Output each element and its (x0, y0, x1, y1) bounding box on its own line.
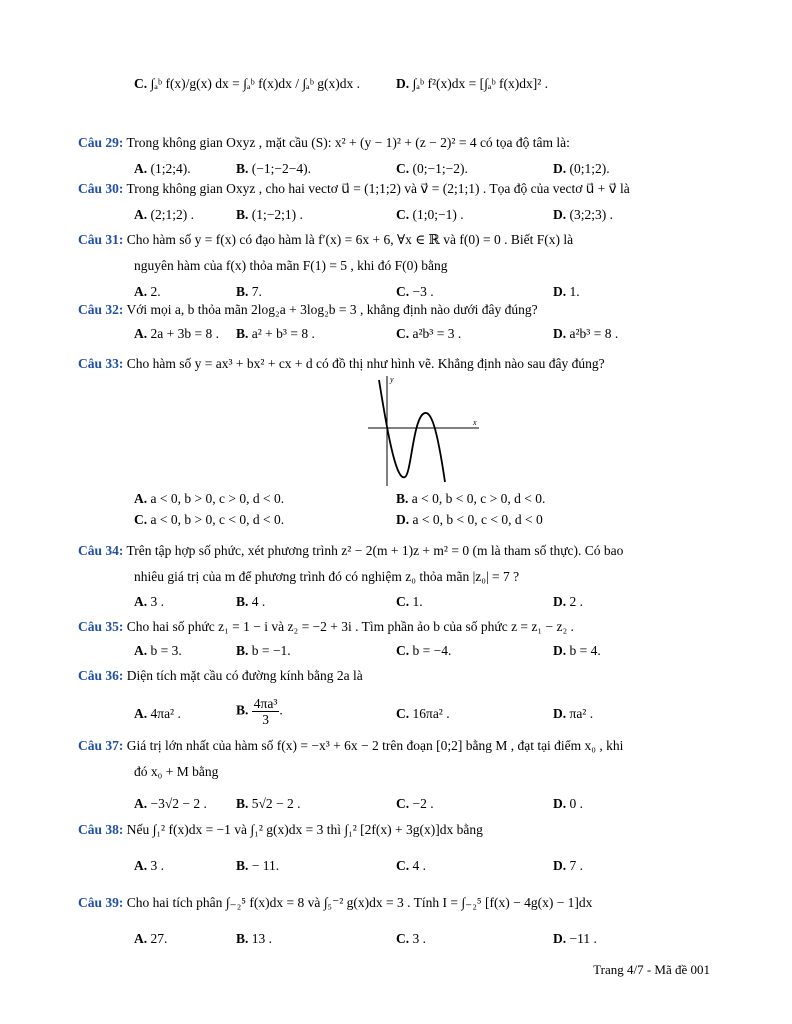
q31-option-d: D. 1. (553, 284, 580, 299)
q29-options (78, 159, 722, 179)
q36-option-b-fraction: $\frac{\text{4πa³}}{3}$ (253, 696, 278, 727)
q37-option-a: A. −3√2 − 2 . (134, 796, 207, 811)
q31-option-b: B. 7. (236, 284, 262, 299)
q34-option-b: B. 4 . (236, 594, 266, 609)
q35-option-a: A. b = 3. (134, 643, 182, 658)
q39-option-c: C. 3 . (396, 931, 426, 946)
q36-option-b: B. $\frac{\text{4πa³}}{3}$ . (236, 696, 283, 727)
q33-option-b: B. a < 0, b < 0, c > 0, d < 0. (396, 491, 546, 506)
question-29: Câu 29: Trong không gian Oxyz , mặt cầu (S): x² + (y − 1)² + (z − 2)² = 4 có tọa độ tâm là: A. (1;2;4). B. (−1;−2−4). C. (0;−1;−2). D. (0;1;2). (78, 133, 722, 153)
q34-option-d: D. 2 . (553, 594, 583, 609)
q30-option-a: A. (2;1;2) . (134, 207, 194, 222)
q36-options (78, 696, 722, 732)
q28-row-cd (78, 74, 722, 94)
q37-option-b: B. 5√2 − 2 . (236, 796, 301, 811)
q30-options (78, 205, 722, 225)
q36-option-d: D. πa² . (553, 706, 594, 721)
question-31: Câu 31: Cho hàm số y = f(x) có đạo hàm là f′(x) = 6x + 6, ∀x ∈ ℝ và f(0) = 0 . Biết F(x) là nguyên hàm của f(x) thỏa mãn F(1) = 5 , khi đó F(0) bằng A. 2. B. 7. C. −3 . D. 1. (78, 230, 722, 250)
q33-option-d: D. a < 0, b < 0, c < 0, d < 0 (396, 512, 543, 527)
question-30: Câu 30: Trong không gian Oxyz , cho hai vectơ u⃗ = (1;1;2) và v⃗ = (2;1;1) . Tọa độ của vectơ u⃗ + v⃗ là A. (2;1;2) . B. (1;−2;1) . C. (1;0;−1) . D. (3;2;3) . (78, 179, 722, 199)
q37-option-c: C. −2 . (396, 796, 434, 811)
q38-option-a: A. 3 . (134, 858, 164, 873)
q35-options (78, 641, 722, 661)
q39-option-b: B. 13 . (236, 931, 273, 946)
q33-options-row2 (78, 510, 722, 530)
q30-option-d: D. (3;2;3) . (553, 207, 613, 222)
page-footer: Trang 4/7 - Mã đề 001 (593, 962, 710, 977)
q36-option-a: A. 4πa² . (134, 706, 181, 721)
q39-options (78, 929, 722, 949)
q33-cubic-graph (365, 372, 485, 488)
q39-option-d: D. −11 . (553, 931, 597, 946)
q34-line2: nhiêu giá trị của m để phương trình đó có nghiệm z₀ thỏa mãn |z₀| = 7 ? (134, 569, 520, 584)
q33-option-a: A. a < 0, b > 0, c > 0, d < 0. (134, 491, 285, 506)
q32-option-d: D. a²b³ = 8 . (553, 326, 619, 341)
q30-option-b: B. (1;−2;1) . (236, 207, 303, 222)
question-33: Câu 33: Cho hàm số y = ax³ + bx² + cx + d có đồ thị như hình vẽ. Khẳng định nào sau đây đúng? (78, 356, 605, 371)
question-32: Câu 32: Với mọi a, b thỏa mãn 2log₂a + 3log₂b = 3 , khẳng định nào dưới đây đúng? A. 2a + 3b = 8 . B. a² + b³ = 8 . C. a²b³ = 3 . D. a²b³ = 8 . (78, 300, 722, 320)
q34-options (78, 592, 722, 612)
q35-option-b: B. b = −1. (236, 643, 291, 658)
q29-option-c: C. (0;−1;−2). (396, 161, 468, 176)
cubic-curve (379, 380, 445, 482)
q31-options (78, 282, 722, 302)
q29-option-b: B. (−1;−2−4). (236, 161, 311, 176)
q38-options (78, 856, 722, 876)
q37-option-d: D. 0 . (553, 796, 583, 811)
q35-option-d: D. b = 4. (553, 643, 601, 658)
question-34: Câu 34: Trên tập hợp số phức, xét phương trình z² − 2(m + 1)z + m² = 0 (m là tham số thực). Có bao nhiêu giá trị của m để phương trình đó có nghiệm z₀ thỏa mãn |z₀| = 7 ? A. 3 . B. 4 . C. 1. D. 2 . (78, 541, 722, 561)
y-axis-label: y (390, 375, 394, 384)
question-38: Câu 38: Nếu ∫₁² f(x)dx = −1 và ∫₁² g(x)dx = 3 thì ∫₁² [2f(x) + 3g(x)]dx bằng A. 3 . B. − 11. C. 4 . D. 7 . (78, 820, 722, 840)
q37-line2: đó x₀ + M bằng (134, 764, 219, 779)
question-39: Câu 39: Cho hai tích phân ∫₋₂⁵ f(x)dx = 8 và ∫₅⁻² g(x)dx = 3 . Tính I = ∫₋₂⁵ [f(x) − 4g(x) − 1]dx A. 27. B. 13 . C. 3 . D. −11 . (78, 893, 722, 913)
q32-option-a: A. 2a + 3b = 8 . (134, 326, 219, 341)
q39-option-a: A. 27. (134, 931, 168, 946)
q35-option-c: C. b = −4. (396, 643, 452, 658)
q37-options (78, 794, 722, 814)
q33-options-row1 (78, 489, 722, 509)
q28-option-d: D. ∫ₐᵇ f²(x)dx = [∫ₐᵇ f(x)dx]² . (396, 76, 549, 91)
q29-option-d: D. (0;1;2). (553, 161, 610, 176)
q38-option-b: B. − 11. (236, 858, 280, 873)
q34-option-c: C. 1. (396, 594, 423, 609)
q34-option-a: A. 3 . (134, 594, 164, 609)
q31-option-a: A. 2. (134, 284, 161, 299)
question-35: Câu 35: Cho hai số phức z₁ = 1 − i và z₂ = −2 + 3i . Tìm phần ảo b của số phức z = z₁ − z₂ . A. b = 3. B. b = −1. C. b = −4. D. b = 4. (78, 617, 722, 637)
q36-option-c: C. 16πa² . (396, 706, 450, 721)
q29-option-a: A. (1;2;4). (134, 161, 191, 176)
q31-option-c: C. −3 . (396, 284, 434, 299)
question-36: Câu 36: Diện tích mặt cầu có đường kính bằng 2a là A. 4πa² . B. $\frac{\text{4πa³}}{3}$ . C. 16πa² . D. πa² . (78, 666, 722, 686)
q33-option-c: C. a < 0, b > 0, c < 0, d < 0. (134, 512, 285, 527)
q28-option-c: C. ∫ₐᵇ f(x)/g(x) dx = ∫ₐᵇ f(x)dx / ∫ₐᵇ g(x)dx . (134, 76, 361, 91)
q38-option-c: C. 4 . (396, 858, 426, 873)
q32-options (78, 324, 722, 344)
q38-option-d: D. 7 . (553, 858, 583, 873)
q30-option-c: C. (1;0;−1) . (396, 207, 464, 222)
question-37: Câu 37: Giá trị lớn nhất của hàm số f(x) = −x³ + 6x − 2 trên đoạn [0;2] bằng M , đạt tại điểm x₀ , khi đó x₀ + M bằng A. −3√2 − 2 . B. 5√2 − 2 . C. −2 . D. 0 . (78, 736, 722, 756)
q31-line2: nguyên hàm của f(x) thỏa mãn F(1) = 5 , khi đó F(0) bằng (134, 258, 448, 273)
q32-option-b: B. a² + b³ = 8 . (236, 326, 315, 341)
q32-option-c: C. a²b³ = 3 . (396, 326, 462, 341)
x-axis-label: x (473, 418, 477, 427)
